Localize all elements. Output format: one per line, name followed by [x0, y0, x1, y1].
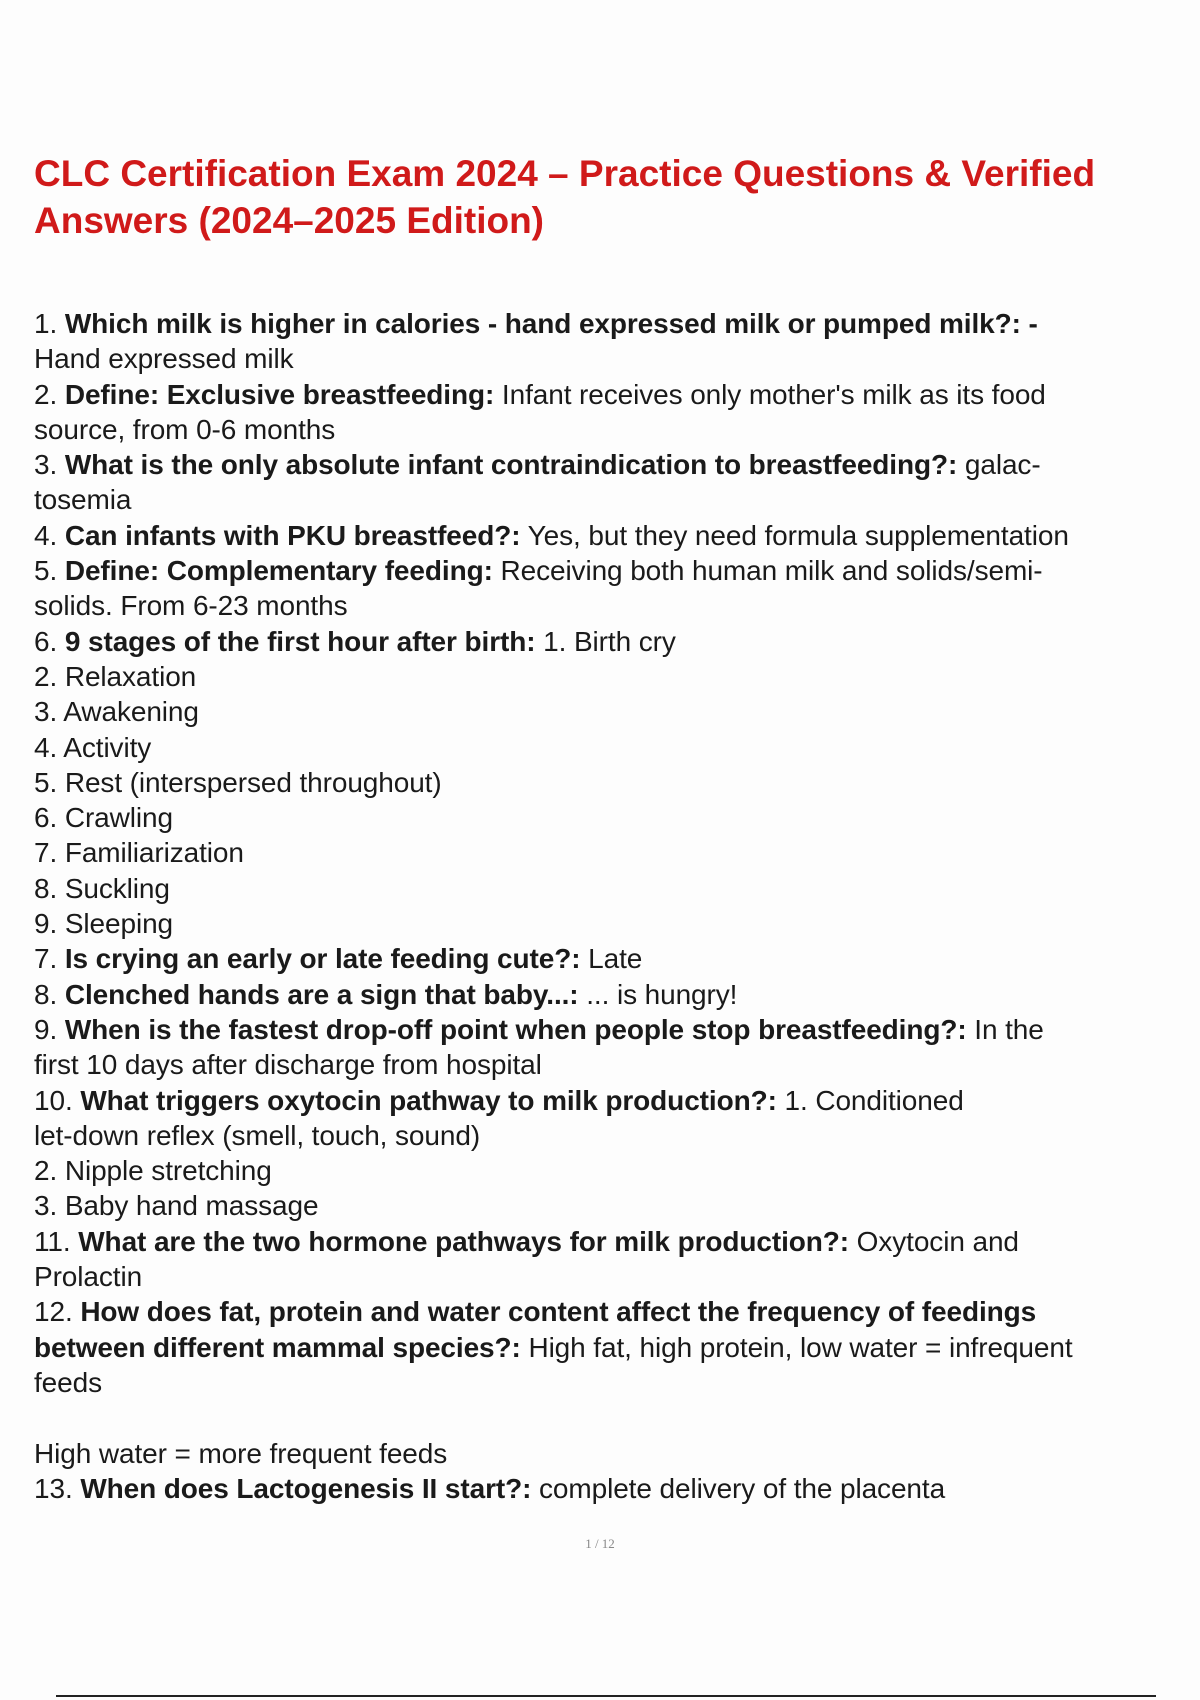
question-text: What triggers oxytocin pathway to milk production?:	[80, 1084, 777, 1116]
question-number: 8.	[34, 978, 58, 1010]
question-text: When does Lactogenesis II start?:	[80, 1472, 532, 1504]
title-line-1: CLC Certification Exam 2024 – Practice Questions & Verified	[34, 153, 1096, 194]
text-line	[34, 341, 1194, 376]
question-text: Clenched hands are a sign that baby...:	[64, 978, 579, 1010]
text-line	[34, 659, 1194, 694]
text-line	[34, 835, 1194, 870]
answer-text: 1. Conditioned	[776, 1084, 964, 1116]
answer-text: High fat, high protein, low water = infrequent	[520, 1331, 1073, 1363]
question-number: 13.	[34, 1472, 73, 1504]
text-line	[34, 1153, 1194, 1188]
question-text: Which milk is higher in calories - hand expressed milk or pumped milk?: -	[64, 308, 1038, 339]
footer-divider	[56, 1695, 1156, 1697]
text-line	[34, 730, 1194, 765]
text-line	[34, 1012, 1194, 1047]
question-text: between different mammal species?:	[34, 1331, 521, 1363]
text-line	[34, 1330, 1194, 1365]
text-line	[34, 1471, 1194, 1506]
answer-text: let-down reflex (smell, touch, sound)	[34, 1119, 481, 1151]
answer-text: 2. Nipple stretching	[34, 1155, 272, 1187]
text-line	[34, 588, 1194, 623]
text-line	[34, 553, 1194, 588]
text-line	[34, 482, 1194, 517]
answer-text: Prolactin	[34, 1261, 143, 1293]
page-number: 1 / 12	[585, 1536, 615, 1551]
answer-text: 5. Rest (interspersed throughout)	[34, 766, 442, 798]
text-line	[34, 518, 1194, 553]
answer-text: Late	[580, 943, 643, 975]
question-number: 3.	[34, 449, 58, 481]
question-text: What are the two hormone pathways for milk production?:	[78, 1225, 849, 1257]
question-text: Define: Exclusive breastfeeding:	[64, 378, 495, 410]
text-line	[34, 1436, 1194, 1471]
text-line	[34, 1047, 1194, 1082]
question-number: 6.	[34, 625, 58, 657]
question-number: 9.	[34, 1013, 58, 1045]
answer-text: 4. Activity	[34, 731, 152, 763]
question-text: 9 stages of the first hour after birth:	[64, 625, 536, 657]
text-line	[34, 1188, 1194, 1223]
text-line	[34, 1365, 1194, 1400]
answer-text: complete delivery of the placenta	[531, 1472, 946, 1504]
question-number: 4.	[34, 519, 58, 551]
answer-text: 9. Sleeping	[34, 908, 174, 940]
question-answer-list	[34, 306, 1194, 1506]
question-text: Define: Complementary feeding:	[64, 555, 493, 587]
question-number: 10.	[34, 1084, 73, 1116]
text-line	[34, 906, 1194, 941]
question-number: 12.	[34, 1296, 73, 1328]
answer-text: ... is hungry!	[578, 978, 738, 1010]
text-line	[34, 871, 1194, 906]
question-text: When is the fastest drop-off point when people stop breastfeeding?:	[64, 1013, 967, 1045]
question-text: What is the only absolute infant contraindication to breastfeeding?:	[64, 449, 958, 481]
text-line	[34, 1083, 1194, 1118]
answer-text: Receiving both human milk and solids/semi-	[492, 555, 1043, 587]
answer-text: 8. Suckling	[34, 872, 170, 904]
text-line	[34, 694, 1194, 729]
answer-text: tosemia	[34, 484, 132, 516]
answer-text: Hand expressed milk	[34, 343, 294, 375]
answer-text: solids. From 6-23 months	[34, 590, 348, 622]
question-text: How does fat, protein and water content affect the frequency of feedings	[80, 1296, 1037, 1328]
text-line	[34, 800, 1194, 835]
answer-text: Infant receives only mother's milk as its food	[494, 378, 1046, 410]
answer-text: 3. Awakening	[34, 696, 199, 728]
document-title	[34, 150, 1184, 244]
question-number: 2.	[34, 378, 58, 410]
question-number: 1.	[34, 308, 58, 339]
answer-text: 6. Crawling	[34, 802, 173, 834]
answer-text: Oxytocin and	[849, 1225, 1019, 1257]
text-line	[34, 1259, 1194, 1294]
text-line	[34, 624, 1194, 659]
answer-text: 7. Familiarization	[34, 837, 244, 869]
text-line	[34, 977, 1194, 1012]
question-number: 11.	[34, 1225, 71, 1257]
text-line	[34, 1224, 1194, 1259]
answer-text: In the	[966, 1013, 1044, 1045]
question-number: 5.	[34, 555, 58, 587]
answer-text: Yes, but they need formula supplementation	[520, 519, 1069, 551]
question-text: Can infants with PKU breastfeed?:	[64, 519, 521, 551]
question-number: 7.	[34, 943, 58, 975]
text-line	[34, 412, 1194, 447]
question-text: Is crying an early or late feeding cute?:	[64, 943, 581, 975]
text-line	[34, 306, 1194, 341]
text-line	[34, 941, 1194, 976]
text-line	[34, 447, 1194, 482]
answer-text: first 10 days after discharge from hospital	[34, 1049, 542, 1081]
answer-text: 2. Relaxation	[34, 660, 197, 692]
text-line	[34, 377, 1194, 412]
blank-line	[34, 1400, 1194, 1435]
text-line	[34, 1294, 1194, 1329]
answer-text: source, from 0-6 months	[34, 413, 336, 445]
title-line-2: Answers (2024–2025 Edition)	[34, 200, 544, 241]
answer-text: feeds	[34, 1366, 102, 1398]
answer-text: 3. Baby hand massage	[34, 1190, 319, 1222]
text-line	[34, 765, 1194, 800]
text-line	[34, 1118, 1194, 1153]
answer-text: galac-	[957, 449, 1041, 481]
answer-text: 1. Birth cry	[535, 625, 676, 657]
answer-text: High water = more frequent feeds	[34, 1437, 448, 1469]
